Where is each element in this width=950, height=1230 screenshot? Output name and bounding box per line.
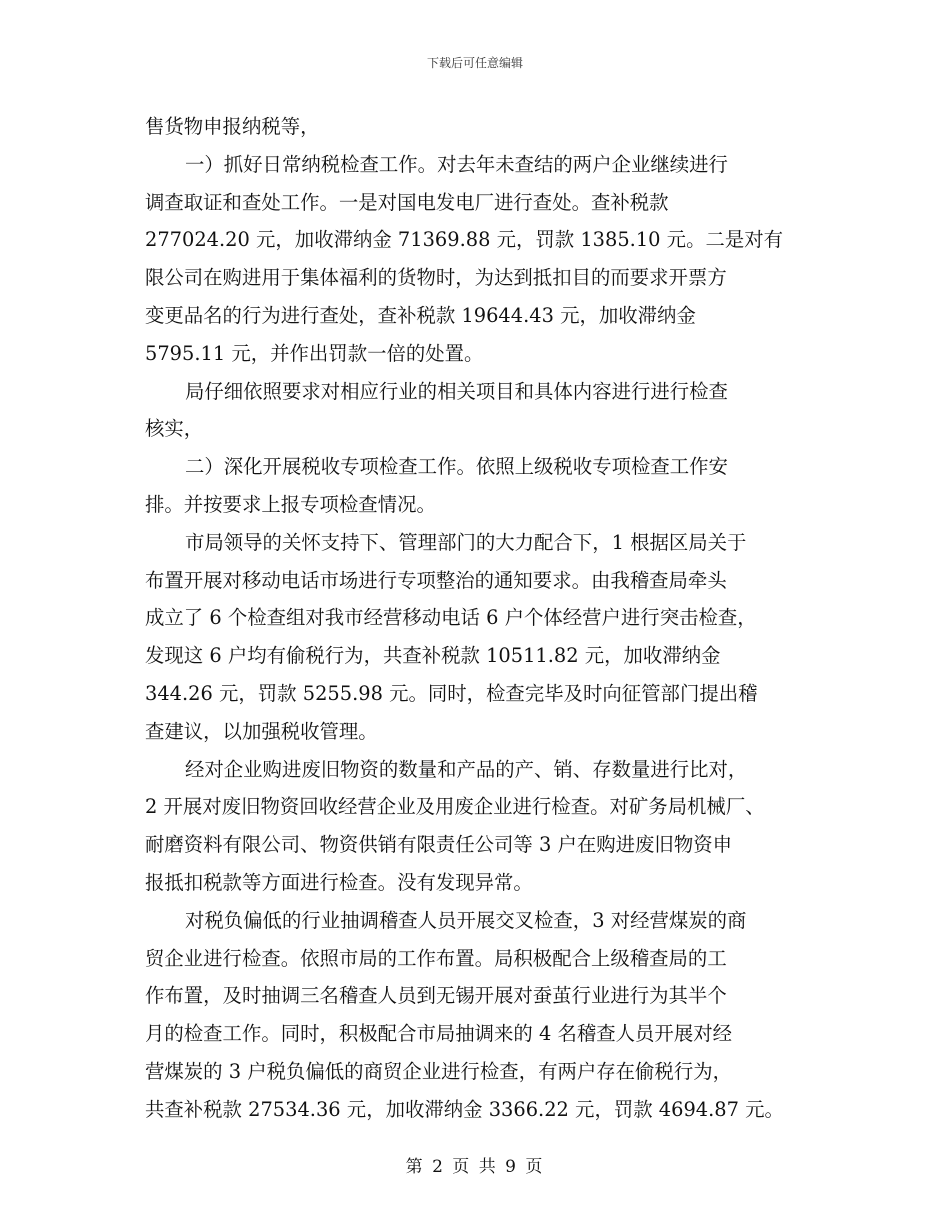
text-line: 核实， <box>145 417 204 441</box>
text-line: 2 开展对废旧物资回收经营企业及用废企业进行检查。对矿务局机械厂、 <box>145 795 765 819</box>
text-line: 作布置，及时抽调三名稽查人员到无锡开展对蚕茧行业进行为其半个 <box>145 984 727 1008</box>
text-line: 5795.11 元，并作出罚款一倍的处置。 <box>145 341 484 365</box>
text-line: 277024.20 元，加收滞纳金 71369.88 元，罚款 1385.10 元。二是对有 <box>145 228 784 252</box>
text-line: 营煤炭的 3 户税负偏低的商贸企业进行检查，有两户存在偷税行为， <box>145 1059 732 1083</box>
text-line: 成立了 6 个检查组对我市经营移动电话 6 户个体经营户进行突击检查， <box>145 606 757 630</box>
text-line: 局仔细依照要求对相应行业的相关项目和具体内容进行进行检查 <box>185 379 728 403</box>
text-line: 限公司在购进用于集体福利的货物时，为达到抵扣目的而要求开票方 <box>145 266 727 290</box>
text-line: 344.26 元，罚款 5255.98 元。同时，检查完毕及时向征管部门提出稽 <box>145 681 758 705</box>
text-line: 对税负偏低的行业抽调稽查人员开展交叉检查，3 对经营煤炭的商 <box>185 908 747 932</box>
text-line: 布置开展对移动电话市场进行专项整治的通知要求。由我稽查局牵头 <box>145 568 727 592</box>
text-line: 变更品名的行为进行查处，查补税款 19644.43 元，加收滞纳金 <box>145 303 696 327</box>
text-line: 经对企业购进废旧物资的数量和产品的产、销、存数量进行比对， <box>185 757 748 781</box>
text-line: 售货物申报纳税等， <box>145 115 320 138</box>
text-line: 二）深化开展税收专项检查工作。依照上级税收专项检查工作安 <box>185 455 728 479</box>
text-line: 贸企业进行检查。依照市局的工作布置。局积极配合上级稽查局的工 <box>145 946 727 970</box>
text-line: 调查取证和查处工作。一是对国电发电厂进行查处。查补税款 <box>145 190 669 214</box>
text-line: 查建议，以加强税收管理。 <box>145 719 378 743</box>
text-line: 市局领导的关怀支持下、管理部门的大力配合下，1 根据区局关于 <box>185 530 747 554</box>
text-line: 共查补税款 27534.36 元，加收滞纳金 3366.22 元，罚款 4694.87 元。 <box>145 1097 784 1121</box>
page-header: 下载后可任意编辑 <box>426 56 523 70</box>
text-line: 耐磨资料有限公司、物资供销有限责任公司等 3 户在购进废旧物资申 <box>145 833 732 857</box>
text-line: 一）抓好日常纳税检查工作。对去年未查结的两户企业继续进行 <box>185 152 728 176</box>
text-line: 发现这 6 户均有偷税行为，共查补税款 10511.82 元，加收滞纳金 <box>145 644 721 668</box>
page-footer: 第 2 页 共 9 页 <box>405 1157 545 1177</box>
text-line: 月的检查工作。同时，积极配合市局抽调来的 4 名稽查人员开展对经 <box>145 1022 732 1046</box>
body-text <box>145 108 815 1129</box>
text-line: 报抵扣税款等方面进行检查。没有发现异常。 <box>145 870 533 894</box>
text-line: 排。并按要求上报专项检查情况。 <box>145 492 436 516</box>
